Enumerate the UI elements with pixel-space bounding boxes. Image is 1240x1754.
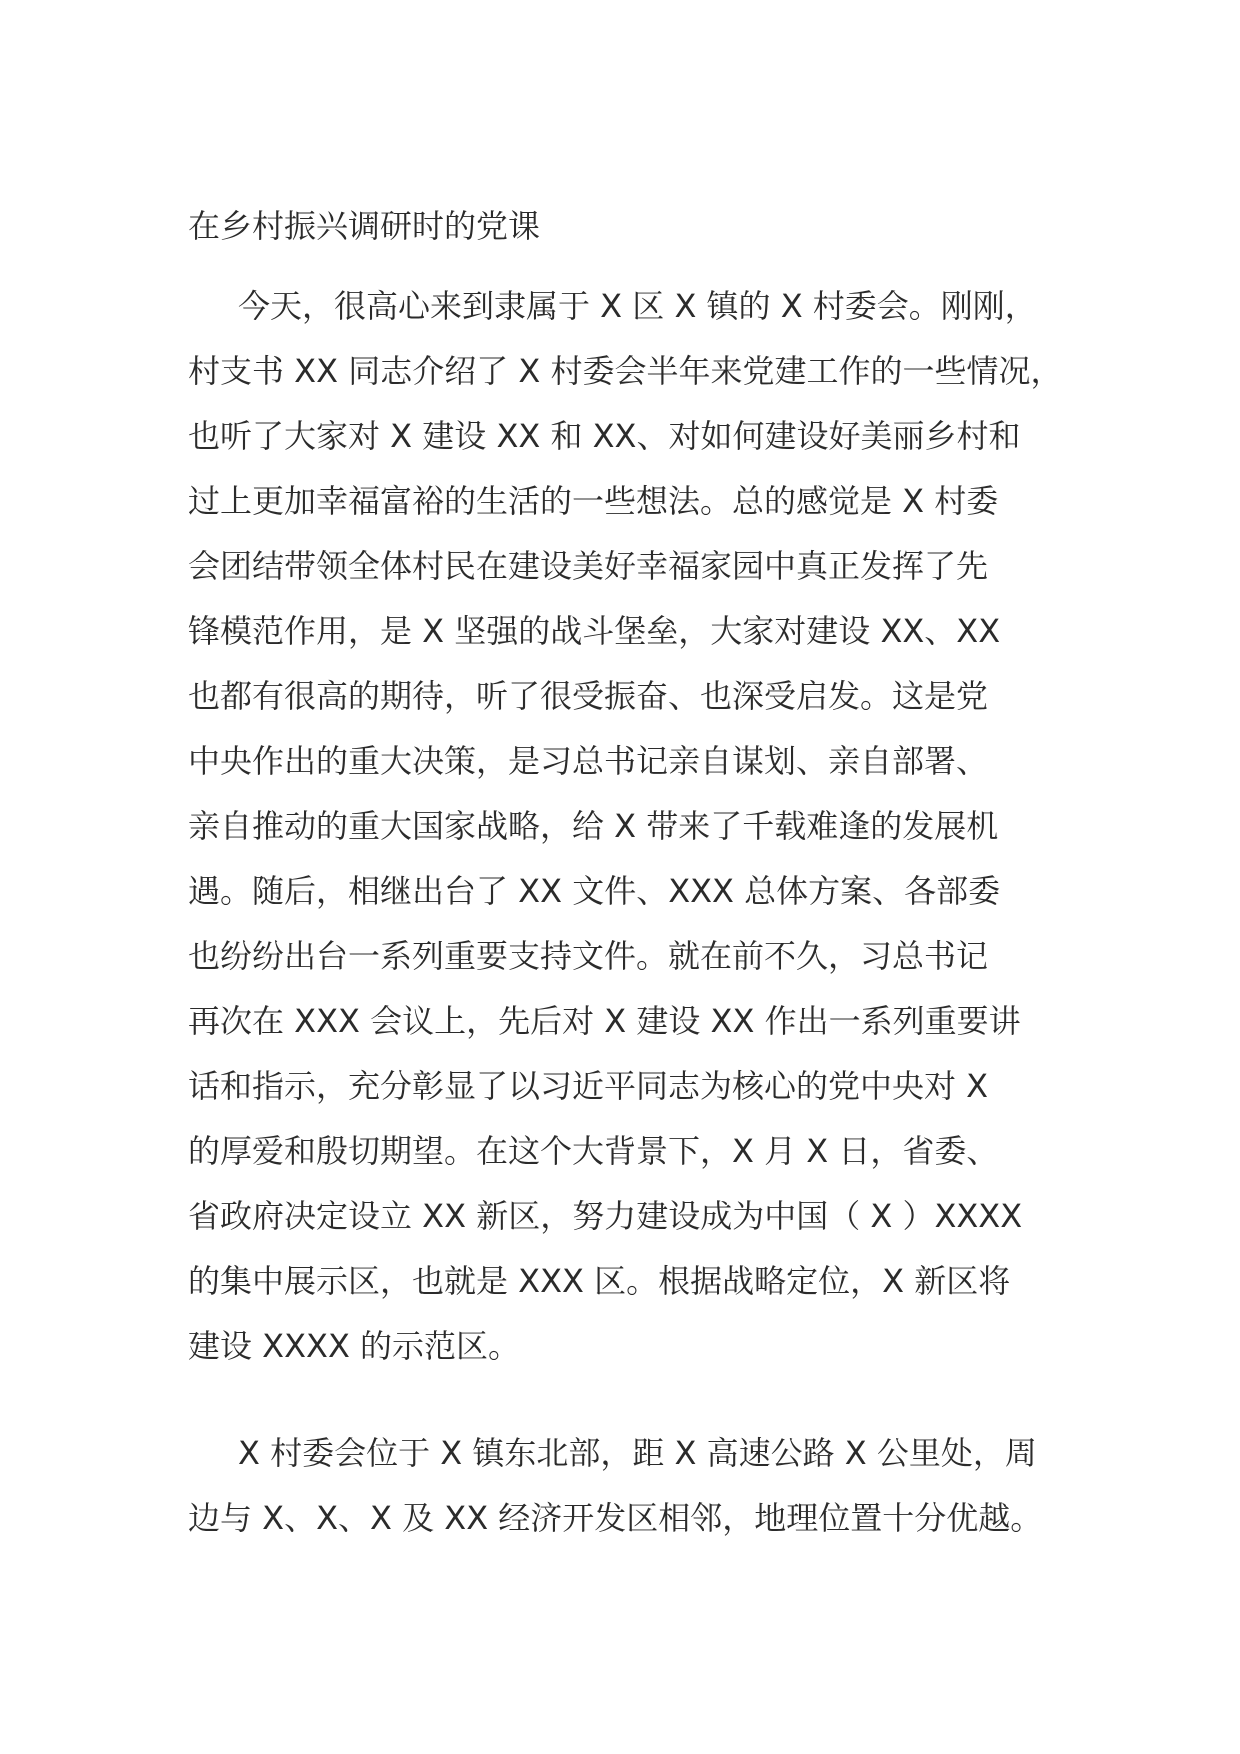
paragraph-line: 话和指示，充分彰显了以习近平同志为核心的党中央对 X <box>188 1067 989 1105</box>
paragraph-line: 建设 XXXX 的示范区。 <box>188 1327 521 1365</box>
paragraph-line: 今天，很高心来到隶属于 X 区 X 镇的 X 村委会。刚刚， <box>238 287 1037 325</box>
paragraph-line: 的集中展示区，也就是 XXX 区。根据战略定位，X 新区将 <box>188 1262 1011 1300</box>
paragraph-line: 也都有很高的期待，听了很受振奋、也深受启发。这是党 <box>188 677 989 715</box>
paragraph-line: 过上更加幸福富裕的生活的一些想法。总的感觉是 X 村委 <box>188 482 999 520</box>
paragraph-2 <box>188 1421 1042 1551</box>
paragraph-line: 遇。随后，相继出台了 XX 文件、XXX 总体方案、各部委 <box>188 872 1001 910</box>
paragraph-line: 锋模范作用，是 X 坚强的战斗堡垒，大家对建设 XX、XX <box>188 612 1001 650</box>
document-title: 在乡村振兴调研时的党课 <box>188 207 541 245</box>
paragraph-line: 省政府决定设立 XX 新区，努力建设成为中国（ X ）XXXX <box>188 1197 1023 1235</box>
paragraph-line: 中央作出的重大决策，是习总书记亲自谋划、亲自部署、 <box>188 742 989 780</box>
paragraph-1 <box>188 274 1062 1379</box>
paragraph-line: 会团结带领全体村民在建设美好幸福家园中真正发挥了先 <box>188 547 989 585</box>
paragraph-line: 也纷纷出台一系列重要支持文件。就在前不久，习总书记 <box>188 937 989 975</box>
paragraph-line: X 村委会位于 X 镇东北部，距 X 高速公路 X 公里处，周 <box>238 1434 1037 1472</box>
paragraph-line: 村支书 XX 同志介绍了 X 村委会半年来党建工作的一些情况， <box>188 352 1063 390</box>
paragraph-line: 边与 X、X、X 及 XX 经济开发区相邻，地理位置十分优越。 <box>188 1499 1043 1537</box>
paragraph-line: 亲自推动的重大国家战略，给 X 带来了千载难逢的发展机 <box>188 807 999 845</box>
paragraph-line: 再次在 XXX 会议上，先后对 X 建设 XX 作出一系列重要讲 <box>188 1002 1021 1040</box>
paragraph-line: 也听了大家对 X 建设 XX 和 XX、对如何建设好美丽乡村和 <box>188 417 1021 455</box>
paragraph-line: 的厚爱和殷切期望。在这个大背景下，X 月 X 日，省委、 <box>188 1132 999 1170</box>
